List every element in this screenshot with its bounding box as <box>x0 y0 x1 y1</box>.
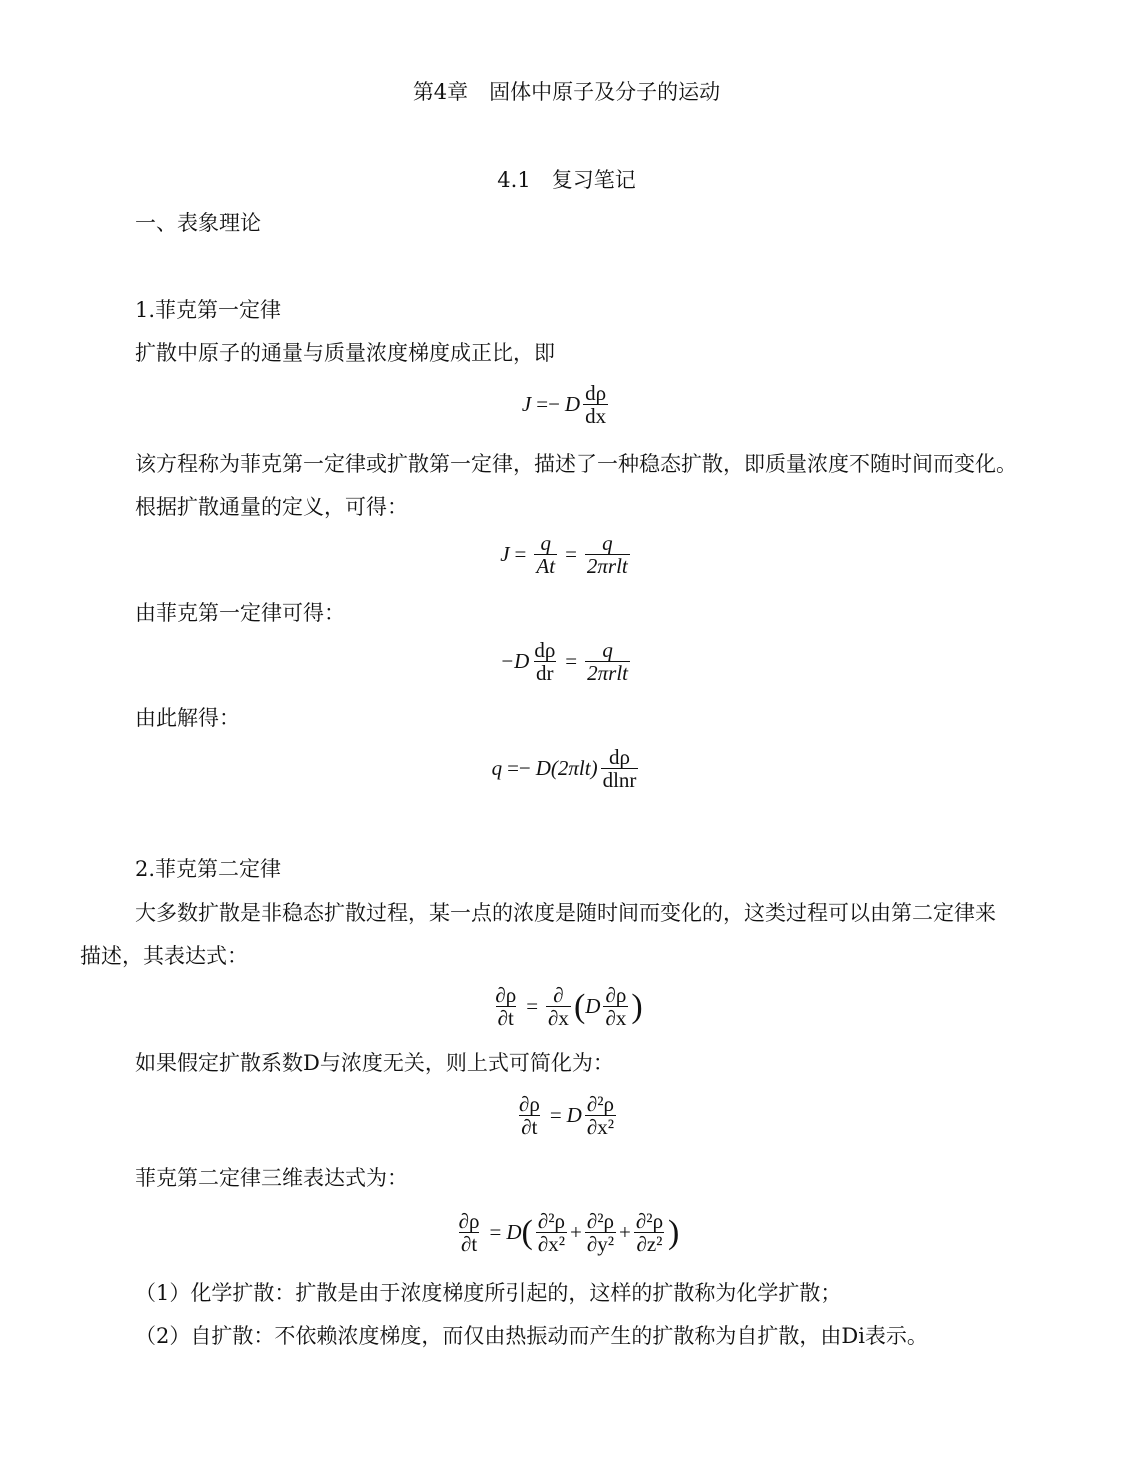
eq4-op: =− <box>507 756 531 780</box>
eq4-num: dρ <box>609 745 630 769</box>
eq5-num3: ∂ρ <box>605 983 627 1007</box>
eq5-fraction-2 <box>546 985 571 1028</box>
eq5-den2: ∂x <box>548 1006 569 1030</box>
eq1-fraction <box>583 383 608 426</box>
eq4-coef: D(2πlt) <box>535 756 598 780</box>
eq3-fraction-2 <box>585 640 630 683</box>
eq2-den2: 2πrlt <box>586 554 628 578</box>
eq7-den4: ∂z² <box>636 1232 663 1256</box>
eq3-num1: dρ <box>534 638 556 662</box>
eq7-num4: ∂²ρ <box>635 1209 664 1233</box>
law2-intro-line1: 大多数扩散是非稳态扩散过程，某一点的浓度是随时间而变化的，这类过程可以由第二定律来 <box>135 901 996 925</box>
eq5-den1: ∂t <box>497 1006 514 1030</box>
eq1-coef: D <box>564 392 581 416</box>
eq7-den1: ∂t <box>460 1232 478 1256</box>
eq5-fraction-1 <box>493 985 518 1028</box>
eq2-num2: q <box>602 531 613 555</box>
eq3-den2: 2πrlt <box>587 661 629 685</box>
equation-simplified: $\frac{\partial\rho}{\partial t}$ = D $\frac{\text{∂²ρ}}{\text{∂x²}}$ <box>518 1092 615 1139</box>
law1-description: 该方程称为菲克第一定律或扩散第一定律，描述了一种稳态扩散，即质量浓度不随时间而变化。 <box>135 452 1017 476</box>
eq7-fraction-3 <box>585 1211 616 1254</box>
eq3-den1: dr <box>536 661 554 685</box>
law2-assume: 如果假定扩散系数D与浓度无关，则上式可简化为： <box>135 1051 614 1075</box>
equation-fick-second: $\frac{\partial\rho}{\partial t}$ = $\frac{\partial}{\partial x}$ ( D $\frac{\partial\rho}{\partial x}$ ) <box>495 983 643 1030</box>
eq6-num2: ∂²ρ <box>586 1092 615 1116</box>
eq5-den3: ∂x <box>605 1006 627 1030</box>
eq2-fraction-1 <box>534 533 557 576</box>
eq4-den: dlnr <box>602 768 637 792</box>
eq6-num1: ∂ρ <box>518 1092 540 1116</box>
eq3-fraction-1 <box>532 640 557 683</box>
eq4-lhs: q <box>491 756 503 780</box>
law2-item-self-diffusion: （2）自扩散：不依赖浓度梯度，而仅由热振动而产生的扩散称为自扩散，由Di表示。 <box>135 1324 928 1348</box>
eq6-coef: D <box>566 1103 582 1127</box>
eq7-fraction-2 <box>536 1211 567 1254</box>
eq7-fraction-1 <box>457 1211 482 1254</box>
eq5-num1: ∂ρ <box>495 983 517 1007</box>
equation-radial: −D $\frac{d\rho}{dr}$ = $\frac{q}{\text{2πrlt}}$ <box>499 638 629 685</box>
eq3-num2: q <box>602 638 613 662</box>
part1-heading: 一、表象理论 <box>135 211 261 235</box>
law1-by-definition: 根据扩散通量的定义，可得： <box>135 495 408 519</box>
eq1-op: =− <box>536 392 560 416</box>
eq5-coef: D <box>585 994 601 1018</box>
eq2-num1: q <box>540 531 551 555</box>
eq7-num1: ∂ρ <box>458 1209 480 1233</box>
eq1-lhs: J <box>521 392 532 416</box>
law1-from-law: 由菲克第一定律可得： <box>135 601 345 625</box>
eq6-den2: ∂x² <box>586 1115 615 1139</box>
eq7-num2: ∂²ρ <box>537 1209 565 1233</box>
eq4-fraction <box>601 747 639 790</box>
law1-intro: 扩散中原子的通量与质量浓度梯度成正比，即 <box>135 341 555 365</box>
chapter-title: 第4章 固体中原子及分子的运动 <box>412 80 721 104</box>
eq3-lhs: −D <box>499 649 530 673</box>
eq7-den2: ∂x² <box>537 1232 566 1256</box>
eq2-den1: At <box>536 554 556 578</box>
eq7-fraction-4 <box>634 1211 665 1254</box>
eq6-den1: ∂t <box>521 1115 538 1139</box>
eq5-fraction-3 <box>603 985 628 1028</box>
law2-intro-line2: 描述，其表达式： <box>80 944 248 968</box>
eq2-fraction-2 <box>585 533 630 576</box>
equation-three-d: $\frac{\partial\rho}{\partial t}$ = D ( $\frac{\text{∂²ρ}}{\text{∂x²}}$ + $\frac{\text{∂²ρ}}{\text{∂y²}}$ + $\frac{\text{∂²ρ}}{\text{∂z²}}$ ) <box>458 1209 680 1256</box>
eq1-num: dρ <box>585 381 607 405</box>
section-title: 4.1 复习笔记 <box>497 168 636 192</box>
eq6-fraction-2 <box>585 1094 616 1137</box>
equation-fick-first <box>0 383 1133 426</box>
eq6-fraction-1 <box>517 1094 542 1137</box>
eq7-den3: ∂y² <box>586 1232 615 1256</box>
eq2-lhs: J <box>500 542 510 566</box>
equation-solution <box>0 747 1133 790</box>
law2-item-chemical-diffusion: （1）化学扩散：扩散是由于浓度梯度所引起的，这样的扩散称为化学扩散； <box>135 1281 842 1305</box>
eq7-coef: D <box>506 1220 522 1244</box>
law1-solve: 由此解得： <box>135 706 240 730</box>
law2-three-d: 菲克第二定律三维表达式为： <box>135 1166 408 1190</box>
eq1-den: dx <box>585 404 607 428</box>
eq5-num2: ∂ <box>553 983 564 1007</box>
eq7-num3: ∂²ρ <box>586 1209 615 1233</box>
law2-heading: 2.菲克第二定律 <box>135 857 282 881</box>
law1-heading: 1.菲克第一定律 <box>135 298 282 322</box>
equation-flux-definition: J = $\frac{q}{At}$ = $\frac{q}{\text{2πrlt}}$ <box>500 531 628 578</box>
